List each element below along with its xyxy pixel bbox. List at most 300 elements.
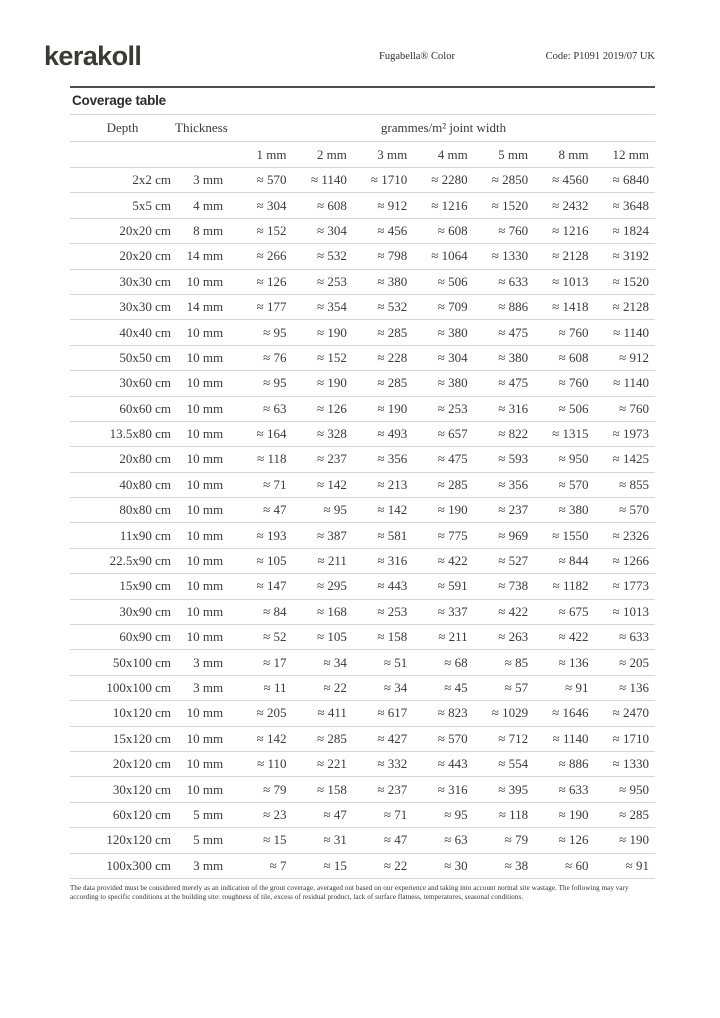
coverage-value-cell: ≈ 387 <box>316 527 347 543</box>
coverage-value-cell: ≈ 168 <box>316 603 347 619</box>
coverage-value-cell: ≈ 593 <box>498 451 529 467</box>
coverage-value-cell: ≈ 57 <box>504 680 529 695</box>
thickness-cell: 10 mm <box>186 781 224 797</box>
thickness-cell: 8 mm <box>193 222 224 238</box>
coverage-value-cell: ≈ 380 <box>558 502 589 518</box>
coverage-value-cell: ≈ 1315 <box>552 426 589 442</box>
depth-cell: 30x30 cm <box>119 299 172 315</box>
coverage-value-cell: ≈ 1646 <box>552 705 589 721</box>
coverage-value-cell: ≈ 1140 <box>613 324 649 340</box>
coverage-value-cell: ≈ 237 <box>498 502 529 518</box>
thickness-cell: 14 mm <box>186 299 224 315</box>
coverage-value-cell: ≈ 63 <box>444 832 468 848</box>
coverage-value-cell: ≈ 142 <box>316 476 347 492</box>
table-row <box>70 675 655 700</box>
coverage-value-cell: ≈ 2850 <box>491 172 529 188</box>
coverage-value-cell: ≈ 2470 <box>612 705 649 721</box>
table-row <box>70 345 655 370</box>
header-divider <box>70 86 655 88</box>
depth-cell: 20x80 cm <box>119 451 172 467</box>
coverage-value-cell: ≈ 380 <box>498 349 529 365</box>
coverage-value-cell: ≈ 285 <box>437 476 468 492</box>
coverage-value-cell: ≈ 105 <box>256 553 287 569</box>
thickness-cell: 10 mm <box>186 629 224 645</box>
coverage-value-cell: ≈ 38 <box>504 857 529 873</box>
coverage-value-cell: ≈ 76 <box>263 349 287 365</box>
coverage-value-cell: ≈ 136 <box>619 680 649 695</box>
page-content <box>70 86 655 903</box>
coverage-value-cell: ≈ 79 <box>263 781 287 797</box>
table-row <box>70 701 655 726</box>
coverage-value-cell: ≈ 675 <box>558 603 589 619</box>
coverage-value-cell: ≈ 1216 <box>552 222 589 238</box>
coverage-value-cell: ≈ 152 <box>316 349 347 365</box>
coverage-value-cell: ≈ 2128 <box>612 299 649 315</box>
coverage-value-cell: ≈ 760 <box>498 222 529 238</box>
coverage-value-cell: ≈ 570 <box>619 502 649 518</box>
table-row <box>70 396 655 421</box>
coverage-value-cell: ≈ 1029 <box>491 705 529 721</box>
coverage-value-cell: ≈ 23 <box>263 806 287 822</box>
coverage-value-cell: ≈ 118 <box>257 451 287 467</box>
coverage-value-cell: ≈ 193 <box>256 527 287 543</box>
depth-cell: 10x120 cm <box>112 705 172 721</box>
coverage-value-cell: ≈ 51 <box>383 654 408 670</box>
coverage-value-cell: ≈ 316 <box>498 400 529 416</box>
coverage-value-cell: ≈ 712 <box>498 730 529 746</box>
coverage-value-cell: ≈ 775 <box>437 527 468 543</box>
coverage-value-cell: ≈ 356 <box>377 451 408 467</box>
coverage-value-cell: ≈ 380 <box>437 324 468 340</box>
coverage-value-cell: ≈ 263 <box>498 629 529 645</box>
coverage-value-cell: ≈ 1520 <box>491 197 529 213</box>
depth-cell: 30x90 cm <box>119 603 172 619</box>
coverage-value-cell: ≈ 2128 <box>552 248 589 264</box>
thickness-cell: 10 mm <box>186 476 224 492</box>
coverage-value-cell: ≈ 60 <box>565 857 589 873</box>
coverage-value-cell: ≈ 237 <box>316 451 347 467</box>
coverage-value-cell: ≈ 328 <box>316 426 347 442</box>
coverage-value-cell: ≈ 190 <box>377 400 408 416</box>
depth-cell: 11x90 cm <box>119 527 172 543</box>
footnote: The data provided must be considered merely as an indication of the grout coverage, averaged out based on our experience and taking into account normal site wastage. The following may vary according to specific conditions at the building site: roughness of tile, excess of residual product, lack of surface flatness, temperatures, seasonal conditions. <box>70 883 629 902</box>
coverage-value-cell: ≈ 95 <box>444 806 468 822</box>
table-row <box>70 371 655 396</box>
coverage-value-cell: ≈ 760 <box>619 400 649 416</box>
coverage-value-cell: ≈ 68 <box>444 654 468 670</box>
coverage-value-cell: ≈ 22 <box>323 680 347 695</box>
coverage-value-cell: ≈ 22 <box>383 857 408 873</box>
depth-cell: 30x120 cm <box>112 781 172 797</box>
thickness-cell: 10 mm <box>186 375 224 391</box>
coverage-value-cell: ≈ 190 <box>558 806 589 822</box>
depth-cell: 15x90 cm <box>119 578 172 594</box>
coverage-value-cell: ≈ 118 <box>498 806 529 822</box>
depth-cell: 80x80 cm <box>119 502 172 518</box>
table-row <box>70 218 655 243</box>
table-row <box>70 193 655 218</box>
coverage-value-cell: ≈ 380 <box>377 273 408 289</box>
coverage-value-cell: ≈ 395 <box>498 781 529 797</box>
table-header-row-2 <box>70 142 655 168</box>
coverage-value-cell: ≈ 1330 <box>612 756 649 772</box>
coverage-value-cell: ≈ 570 <box>256 172 287 188</box>
coverage-value-cell: ≈ 886 <box>558 756 589 772</box>
depth-cell: 20x120 cm <box>112 756 172 772</box>
coverage-value-cell: ≈ 886 <box>498 299 529 315</box>
table-row <box>70 828 655 853</box>
coverage-value-cell: ≈ 443 <box>377 578 408 594</box>
coverage-value-cell: ≈ 1140 <box>552 730 589 746</box>
coverage-value-cell: ≈ 316 <box>377 553 408 569</box>
thickness-cell: 14 mm <box>186 248 224 264</box>
coverage-value-cell: ≈ 142 <box>377 502 408 518</box>
coverage-value-cell: ≈ 147 <box>256 578 287 594</box>
coverage-value-cell: ≈ 213 <box>377 476 408 492</box>
coverage-value-cell: ≈ 581 <box>377 527 408 543</box>
coverage-value-cell: ≈ 1013 <box>612 603 649 619</box>
thickness-cell: 10 mm <box>186 756 224 772</box>
coverage-value-cell: ≈ 1425 <box>612 451 649 467</box>
coverage-value-cell: ≈ 475 <box>498 375 529 391</box>
coverage-value-cell: ≈ 912 <box>619 349 649 365</box>
coverage-value-cell: ≈ 91 <box>565 680 589 695</box>
coverage-value-cell: ≈ 1710 <box>612 730 649 746</box>
coverage-value-cell: ≈ 31 <box>323 832 347 848</box>
depth-cell: 60x60 cm <box>119 400 172 416</box>
coverage-value-cell: ≈ 285 <box>619 806 649 822</box>
coverage-value-cell: ≈ 422 <box>558 629 589 645</box>
coverage-value-cell: ≈ 950 <box>558 451 589 467</box>
coverage-value-cell: ≈ 85 <box>504 654 529 670</box>
coverage-value-cell: ≈ 1520 <box>612 273 649 289</box>
depth-cell: 40x40 cm <box>119 324 172 340</box>
coverage-value-cell: ≈ 304 <box>316 222 347 238</box>
thickness-cell: 10 mm <box>186 349 224 365</box>
coverage-value-cell: ≈ 253 <box>316 273 347 289</box>
coverage-value-cell: ≈ 1710 <box>370 172 408 188</box>
coverage-value-cell: ≈ 591 <box>437 578 468 594</box>
depth-cell: 20x20 cm <box>119 222 172 238</box>
coverage-value-cell: ≈ 17 <box>263 654 287 670</box>
depth-cell: 50x50 cm <box>119 349 172 365</box>
joint-width-header: 3 mm <box>377 146 408 162</box>
table-row <box>70 625 655 650</box>
table-row <box>70 472 655 497</box>
coverage-value-cell: ≈ 45 <box>444 680 468 695</box>
coverage-value-cell: ≈ 570 <box>558 476 589 492</box>
depth-cell: 30x30 cm <box>119 273 172 289</box>
thickness-cell: 4 mm <box>193 197 224 213</box>
table-row <box>70 498 655 523</box>
col-group-header-joint-width: grammes/m² joint width <box>380 120 507 135</box>
coverage-value-cell: ≈ 266 <box>256 248 287 264</box>
coverage-value-cell: ≈ 608 <box>437 222 468 238</box>
coverage-value-cell: ≈ 493 <box>377 426 408 442</box>
coverage-value-cell: ≈ 110 <box>257 756 287 772</box>
depth-cell: 30x60 cm <box>119 375 172 391</box>
coverage-value-cell: ≈ 285 <box>377 324 408 340</box>
coverage-value-cell: ≈ 356 <box>498 476 529 492</box>
table-row <box>70 777 655 802</box>
thickness-cell: 10 mm <box>186 400 224 416</box>
kerakoll-logo: kerakoll <box>44 41 142 71</box>
table-row <box>70 650 655 675</box>
coverage-value-cell: ≈ 1973 <box>612 426 649 442</box>
coverage-value-cell: ≈ 1824 <box>612 222 649 238</box>
thickness-cell: 10 mm <box>186 273 224 289</box>
coverage-value-cell: ≈ 211 <box>317 553 347 569</box>
coverage-value-cell: ≈ 47 <box>323 806 347 822</box>
coverage-value-cell: ≈ 285 <box>377 375 408 391</box>
coverage-value-cell: ≈ 527 <box>498 553 529 569</box>
coverage-value-cell: ≈ 760 <box>558 324 589 340</box>
col-header-depth: Depth <box>106 120 139 135</box>
coverage-value-cell: ≈ 52 <box>263 629 287 645</box>
thickness-cell: 10 mm <box>186 730 224 746</box>
thickness-cell: 10 mm <box>186 324 224 340</box>
coverage-value-cell: ≈ 633 <box>558 781 589 797</box>
coverage-value-cell: ≈ 15 <box>263 832 287 848</box>
coverage-value-cell: ≈ 354 <box>316 299 347 315</box>
coverage-value-cell: ≈ 738 <box>498 578 529 594</box>
coverage-value-cell: ≈ 158 <box>377 629 408 645</box>
depth-cell: 50x100 cm <box>112 654 172 670</box>
coverage-value-cell: ≈ 4560 <box>552 172 589 188</box>
thickness-cell: 5 mm <box>193 806 224 822</box>
coverage-value-cell: ≈ 554 <box>498 756 529 772</box>
coverage-value-cell: ≈ 205 <box>619 654 649 670</box>
coverage-value-cell: ≈ 126 <box>558 832 589 848</box>
product-name: Fugabella® Color <box>379 51 455 62</box>
coverage-value-cell: ≈ 427 <box>377 730 408 746</box>
coverage-value-cell: ≈ 422 <box>498 603 529 619</box>
coverage-value-cell: ≈ 532 <box>377 299 408 315</box>
thickness-cell: 3 mm <box>193 680 224 695</box>
document-code: Code: P1091 2019/07 UK <box>545 51 655 62</box>
joint-width-header: 2 mm <box>316 146 347 162</box>
coverage-value-cell: ≈ 190 <box>316 324 347 340</box>
table-row <box>70 574 655 599</box>
coverage-value-cell: ≈ 126 <box>256 273 287 289</box>
coverage-value-cell: ≈ 709 <box>437 299 468 315</box>
coverage-value-cell: ≈ 142 <box>256 730 287 746</box>
table-row <box>70 726 655 751</box>
depth-cell: 60x120 cm <box>112 806 172 822</box>
coverage-value-cell: ≈ 969 <box>498 527 529 543</box>
coverage-value-cell: ≈ 617 <box>377 705 408 721</box>
thickness-cell: 10 mm <box>186 603 224 619</box>
coverage-value-cell: ≈ 15 <box>323 857 347 873</box>
joint-width-header: 8 mm <box>558 146 589 162</box>
coverage-value-cell: ≈ 1182 <box>552 578 589 594</box>
coverage-value-cell: ≈ 506 <box>437 273 468 289</box>
joint-width-header: 4 mm <box>437 146 468 162</box>
coverage-value-cell: ≈ 822 <box>498 426 529 442</box>
coverage-value-cell: ≈ 950 <box>619 781 649 797</box>
coverage-value-cell: ≈ 164 <box>256 426 287 442</box>
depth-cell: 15x120 cm <box>112 730 172 746</box>
table-row <box>70 320 655 345</box>
table-row <box>70 751 655 776</box>
coverage-value-cell: ≈ 158 <box>316 781 347 797</box>
coverage-value-cell: ≈ 332 <box>377 756 408 772</box>
coverage-value-cell: ≈ 190 <box>619 832 649 848</box>
table-row <box>70 523 655 548</box>
coverage-value-cell: ≈ 475 <box>498 324 529 340</box>
joint-width-header: 12 mm <box>612 146 649 162</box>
coverage-value-cell: ≈ 11 <box>263 680 287 695</box>
coverage-value-cell: ≈ 91 <box>625 857 649 873</box>
coverage-value-cell: ≈ 47 <box>383 832 408 848</box>
coverage-value-cell: ≈ 7 <box>269 857 287 873</box>
coverage-value-cell: ≈ 422 <box>437 553 468 569</box>
coverage-value-cell: ≈ 633 <box>498 273 529 289</box>
coverage-value-cell: ≈ 337 <box>437 603 468 619</box>
coverage-value-cell: ≈ 1550 <box>552 527 589 543</box>
coverage-value-cell: ≈ 1330 <box>491 248 529 264</box>
coverage-value-cell: ≈ 221 <box>316 756 347 772</box>
coverage-value-cell: ≈ 6840 <box>612 172 649 188</box>
coverage-value-cell: ≈ 1013 <box>552 273 589 289</box>
thickness-cell: 10 mm <box>186 705 224 721</box>
coverage-value-cell: ≈ 228 <box>377 349 408 365</box>
coverage-value-cell: ≈ 633 <box>619 629 649 645</box>
coverage-value-cell: ≈ 34 <box>323 654 347 670</box>
table-row <box>70 294 655 319</box>
coverage-value-cell: ≈ 1773 <box>612 578 649 594</box>
thickness-cell: 10 mm <box>186 451 224 467</box>
depth-cell: 5x5 cm <box>132 197 172 213</box>
coverage-value-cell: ≈ 304 <box>437 349 468 365</box>
coverage-value-cell: ≈ 411 <box>317 705 347 721</box>
thickness-cell: 3 mm <box>193 654 224 670</box>
coverage-value-cell: ≈ 1418 <box>552 299 589 315</box>
coverage-value-cell: ≈ 2280 <box>431 172 468 188</box>
coverage-value-cell: ≈ 608 <box>316 197 347 213</box>
coverage-value-cell: ≈ 798 <box>377 248 408 264</box>
depth-cell: 2x2 cm <box>132 172 172 188</box>
coverage-value-cell: ≈ 95 <box>263 324 287 340</box>
coverage-value-cell: ≈ 657 <box>437 426 468 442</box>
coverage-value-cell: ≈ 855 <box>619 476 649 492</box>
coverage-value-cell: ≈ 844 <box>558 553 589 569</box>
coverage-value-cell: ≈ 912 <box>377 197 408 213</box>
thickness-cell: 3 mm <box>193 857 224 873</box>
table-row <box>70 853 655 878</box>
coverage-value-cell: ≈ 237 <box>377 781 408 797</box>
joint-width-header: 1 mm <box>256 146 287 162</box>
table-header-row-1 <box>70 115 655 142</box>
coverage-value-cell: ≈ 823 <box>437 705 468 721</box>
coverage-value-cell: ≈ 177 <box>256 299 287 315</box>
spacer-cell <box>70 142 175 168</box>
coverage-value-cell: ≈ 3192 <box>612 248 649 264</box>
coverage-value-cell: ≈ 1064 <box>431 248 468 264</box>
coverage-value-cell: ≈ 2432 <box>552 197 589 213</box>
coverage-value-cell: ≈ 71 <box>383 806 408 822</box>
depth-cell: 120x120 cm <box>106 832 172 848</box>
spacer-cell <box>175 142 232 168</box>
coverage-value-cell: ≈ 3648 <box>612 197 649 213</box>
table-row <box>70 244 655 269</box>
coverage-value-cell: ≈ 295 <box>316 578 347 594</box>
table-row <box>70 168 655 193</box>
thickness-cell: 5 mm <box>193 832 224 848</box>
thickness-cell: 10 mm <box>186 553 224 569</box>
coverage-value-cell: ≈ 1140 <box>310 172 347 188</box>
coverage-value-cell: ≈ 1216 <box>431 197 468 213</box>
table-row <box>70 802 655 827</box>
coverage-value-cell: ≈ 34 <box>383 680 408 695</box>
table-row <box>70 269 655 294</box>
depth-cell: 60x90 cm <box>119 629 172 645</box>
coverage-value-cell: ≈ 253 <box>437 400 468 416</box>
coverage-value-cell: ≈ 570 <box>437 730 468 746</box>
col-header-thickness: Thickness <box>175 120 228 135</box>
depth-cell: 100x300 cm <box>106 857 172 873</box>
depth-cell: 20x20 cm <box>119 248 172 264</box>
coverage-value-cell: ≈ 190 <box>437 502 468 518</box>
coverage-value-cell: ≈ 205 <box>256 705 287 721</box>
coverage-value-cell: ≈ 71 <box>263 476 287 492</box>
coverage-value-cell: ≈ 95 <box>323 502 347 518</box>
coverage-value-cell: ≈ 30 <box>444 857 468 873</box>
coverage-value-cell: ≈ 47 <box>263 502 287 518</box>
thickness-cell: 10 mm <box>186 578 224 594</box>
coverage-value-cell: ≈ 760 <box>558 375 589 391</box>
coverage-value-cell: ≈ 152 <box>256 222 287 238</box>
coverage-value-cell: ≈ 105 <box>316 629 347 645</box>
depth-cell: 13.5x80 cm <box>109 426 172 442</box>
table-row <box>70 599 655 624</box>
coverage-value-cell: ≈ 532 <box>316 248 347 264</box>
coverage-value-cell: ≈ 1266 <box>612 553 649 569</box>
table-row <box>70 421 655 446</box>
coverage-value-cell: ≈ 211 <box>438 629 468 645</box>
coverage-value-cell: ≈ 136 <box>558 654 589 670</box>
coverage-value-cell: ≈ 304 <box>256 197 287 213</box>
coverage-value-cell: ≈ 190 <box>316 375 347 391</box>
coverage-value-cell: ≈ 2326 <box>612 527 649 543</box>
coverage-value-cell: ≈ 95 <box>263 375 287 391</box>
table-row <box>70 447 655 472</box>
coverage-value-cell: ≈ 443 <box>437 756 468 772</box>
depth-cell: 40x80 cm <box>119 476 172 492</box>
coverage-value-cell: ≈ 63 <box>263 400 287 416</box>
thickness-cell: 10 mm <box>186 502 224 518</box>
section-title: Coverage table <box>72 93 166 108</box>
depth-cell: 100x100 cm <box>106 680 172 695</box>
coverage-value-cell: ≈ 126 <box>316 400 347 416</box>
thickness-cell: 10 mm <box>186 426 224 442</box>
coverage-table <box>70 114 655 879</box>
coverage-value-cell: ≈ 1140 <box>613 375 649 391</box>
coverage-value-cell: ≈ 253 <box>377 603 408 619</box>
thickness-cell: 3 mm <box>193 172 224 188</box>
depth-cell: 22.5x90 cm <box>109 553 172 569</box>
coverage-value-cell: ≈ 608 <box>558 349 589 365</box>
coverage-value-cell: ≈ 456 <box>377 222 408 238</box>
thickness-cell: 10 mm <box>186 527 224 543</box>
coverage-value-cell: ≈ 79 <box>504 832 529 848</box>
coverage-value-cell: ≈ 84 <box>263 603 287 619</box>
table-row <box>70 548 655 573</box>
coverage-value-cell: ≈ 475 <box>437 451 468 467</box>
coverage-value-cell: ≈ 285 <box>316 730 347 746</box>
coverage-value-cell: ≈ 316 <box>437 781 468 797</box>
coverage-value-cell: ≈ 380 <box>437 375 468 391</box>
